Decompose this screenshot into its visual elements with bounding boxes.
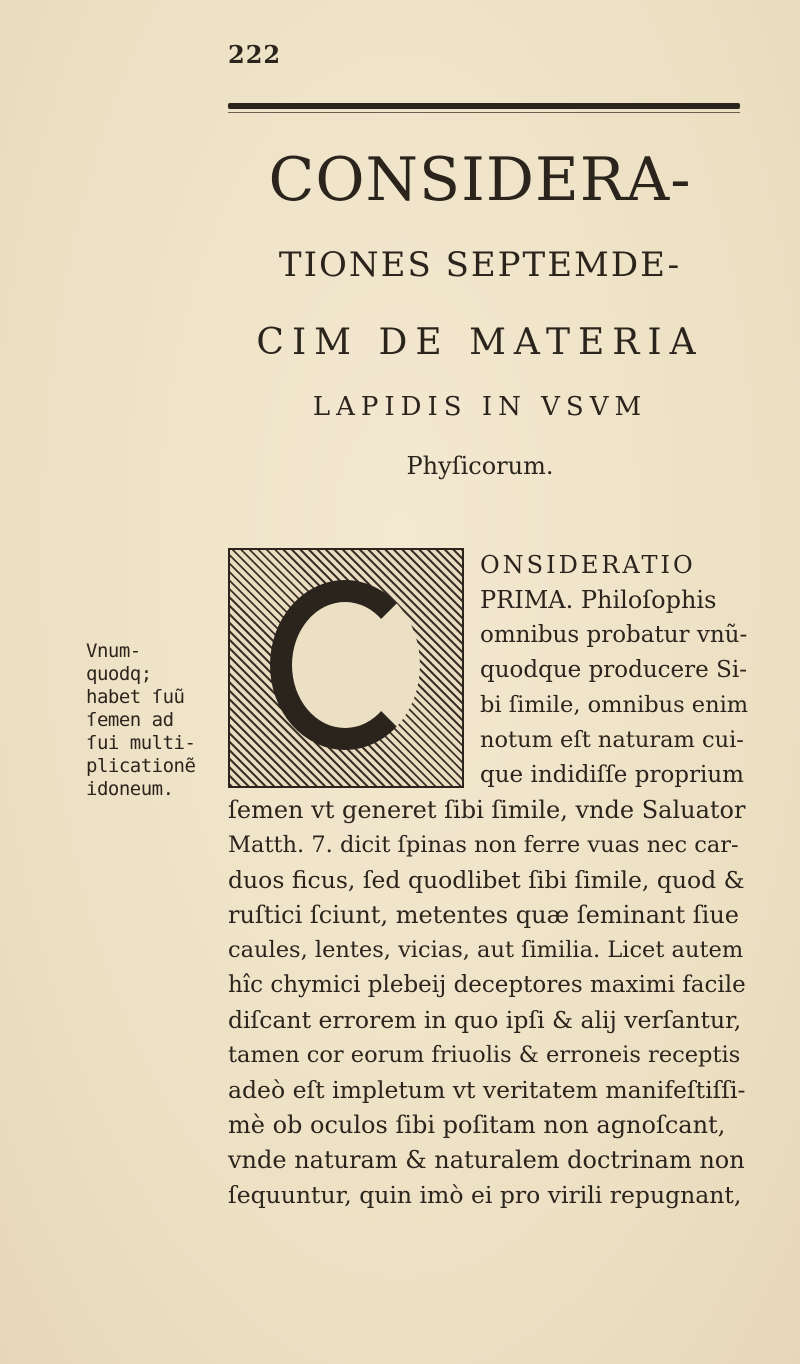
margin-note-line: ſui multi-	[86, 732, 196, 754]
margin-note-line: idoneum.	[86, 778, 174, 800]
title-line-1: CONSIDERA-	[268, 145, 692, 215]
title-line-3: CIM DE MATERIA	[256, 322, 704, 363]
body-line: mè ob oculos ſibi poſitam non agnoſcant,	[228, 1111, 726, 1139]
body-line: caules, lentes, vicias, aut ſimilia. Licet autem	[228, 937, 744, 963]
body-line: adeò eſt impletum vt veritatem manifeſtiſſi-	[228, 1076, 746, 1104]
body-line: omnibus probatur vnũ-	[480, 622, 748, 648]
body-line: Matth. 7. dicit ſpinas non ferre vuas nec car-	[228, 832, 739, 858]
body-line: quodque producere Si-	[480, 657, 747, 683]
body-line: ſequuntur, quin imò ei pro virili repugnant,	[228, 1181, 742, 1209]
body-line: notum eſt naturam cui-	[480, 727, 744, 753]
body-line: PRIMA. Philoſophis	[480, 586, 717, 614]
body-line: bi ſimile, omnibus enim	[480, 692, 749, 718]
body-line: duos ficus, ſed quodlibet ſibi ſimile, quod &	[228, 866, 745, 894]
body-line: ONSIDERATIO	[480, 551, 696, 579]
title-line-2: TIONES SEPTEMDE-	[278, 245, 682, 285]
body-line: hîc chymici plebeij deceptores maximi facile	[228, 972, 746, 998]
body-line: que indidiſſe proprium	[480, 762, 744, 788]
page-number: 222	[228, 40, 282, 69]
margin-note	[86, 640, 216, 801]
body-line: tamen cor eorum friuolis & erroneis receptis	[228, 1042, 741, 1068]
margin-note-line: ſemen ad	[86, 709, 174, 731]
margin-note-line: Vnum-	[86, 640, 141, 662]
header-rule	[228, 103, 740, 109]
body-line: ruſtici ſciunt, metentes quæ ſeminant ſiue	[228, 901, 739, 929]
title-line-4: LAPIDIS IN VSVM	[312, 392, 648, 422]
margin-note-line: habet ſuũ	[86, 686, 185, 708]
margin-note-line: quodq;	[86, 663, 152, 685]
title-line-5: Phyſicorum.	[406, 452, 554, 480]
header-rule-thin	[228, 112, 740, 113]
decorated-initial	[228, 548, 464, 788]
body-line: ſemen vt generet ſibi ſimile, vnde Saluator	[228, 796, 746, 824]
margin-note-line: plicationẽ	[86, 755, 196, 777]
body-line: vnde naturam & naturalem doctrinam non	[228, 1146, 745, 1174]
body-line: diſcant errorem in quo ipſi & alij verſantur,	[228, 1006, 742, 1034]
